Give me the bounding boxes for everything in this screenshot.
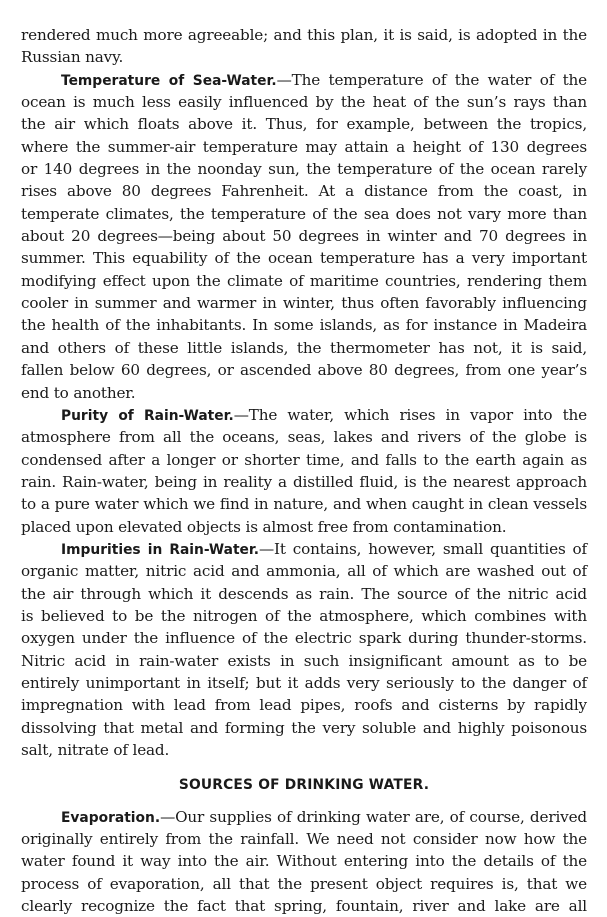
paragraph-first-line: [21, 538, 587, 560]
text-line: and others of these little islands, the thermometer has not, it is said,: [21, 338, 587, 357]
text-line: summer. This equability of the ocean temperature has a very important: [21, 249, 587, 268]
text-line: originally entirely from the rainfall. We need not consider now how the: [21, 830, 587, 849]
text-line: modifying effect upon the climate of maritime countries, rendering them: [21, 271, 587, 290]
text-line: temperate climates, the temperature of the sea does not vary more than: [21, 204, 587, 223]
text-run: —The water, which rises in vapor into the: [233, 405, 587, 424]
text-line: the air through which it descends as rain. The source of the nitric acid: [21, 584, 587, 603]
paragraph-first-line: [21, 69, 587, 91]
paragraph-heading: Temperature of Sea-Water.: [61, 72, 277, 89]
text-line: cooler in summer and warmer in winter, thus often favorably influencing: [21, 294, 587, 313]
text-line: end to another.: [21, 383, 136, 402]
text-line: fallen below 60 degrees, or ascended above 80 degrees, from one year’s: [21, 361, 587, 380]
text-line: about 20 degrees—being about 50 degrees in winter and 70 degrees in: [21, 227, 587, 246]
section-title: SOURCES OF DRINKING WATER.: [178, 777, 430, 794]
text-line: condensed after a longer or shorter time, and falls to the earth again as: [21, 450, 587, 469]
text-line: where the summer-air temperature may attain a height of 130 degrees: [21, 137, 587, 156]
text-line: Nitric acid in rain-water exists in such insignificant amount as to be: [21, 651, 587, 670]
paragraph-temperature-of-sea-water: [21, 69, 587, 404]
text-line: dissolving that metal and forming the very soluble and highly poisonous: [21, 718, 587, 737]
text-line: atmosphere from all the oceans, seas, lakes and rivers of the globe is: [21, 428, 587, 447]
paragraph-first-line: [21, 806, 587, 828]
text-line: to a pure water which we find in nature, and when caught in clean vessels: [21, 495, 587, 514]
text-run: —Our supplies of drinking water are, of course, derived: [160, 807, 587, 826]
text-line: clearly recognize the fact that spring, fountain, river and lake are all: [21, 897, 587, 916]
paragraph-heading: Evaporation.: [61, 809, 161, 826]
text-line: placed upon elevated objects is almost free from contamination.: [21, 517, 507, 536]
text-line: oxygen under the influence of the electric spark during thunder-storms.: [21, 629, 587, 648]
paragraph-heading: Purity of Rain-Water.: [61, 407, 234, 424]
paragraph-evaporation: [21, 806, 587, 917]
text-line: entirely unimportant in itself; but it adds very seriously to the danger of: [21, 673, 587, 692]
text-line: process of evaporation, all that the present object requires is, that we: [21, 874, 587, 893]
text-line: or 140 degrees in the noonday sun, the temperature of the ocean rarely: [21, 160, 587, 179]
text-line: is believed to be the nitrogen of the atmosphere, which combines with: [21, 606, 587, 625]
text-run: —It contains, however, small quantities of: [259, 539, 587, 558]
text-line: organic matter, nitric acid and ammonia, all of which are washed out of: [21, 562, 587, 581]
continuation-paragraph: [21, 24, 587, 69]
text-line: the health of the inhabitants. In some islands, as for instance in Madeira: [21, 316, 587, 335]
text-line: water found it way into the air. Without entering into the details of the: [21, 852, 587, 871]
paragraph-purity-of-rain-water: [21, 404, 587, 538]
paragraph-first-line: [21, 404, 587, 426]
paragraph-heading: Impurities in Rain-Water.: [61, 541, 259, 558]
text-run: —The temperature of the water of the: [276, 70, 588, 89]
paragraph-impurities-in-rain-water: [21, 538, 587, 761]
text-line: rises above 80 degrees Fahrenheit. At a distance from the coast, in: [21, 182, 587, 201]
text-line: salt, nitrate of lead.: [21, 741, 170, 759]
text-line: rendered much more agreeable; and this plan, it is said, is adopted in the: [21, 26, 587, 44]
text-line: rain. Rain-water, being in reality a distilled fluid, is the nearest approach: [21, 472, 587, 491]
text-line: the air which floats above it. Thus, for example, between the tropics,: [21, 115, 587, 134]
document-page: [21, 24, 587, 917]
text-line: impregnation with lead from lead pipes, roofs and cisterns by rapidly: [21, 696, 587, 715]
text-line: Russian navy.: [21, 48, 124, 67]
text-line: ocean is much less easily influenced by the heat of the sun’s rays than: [21, 93, 587, 112]
